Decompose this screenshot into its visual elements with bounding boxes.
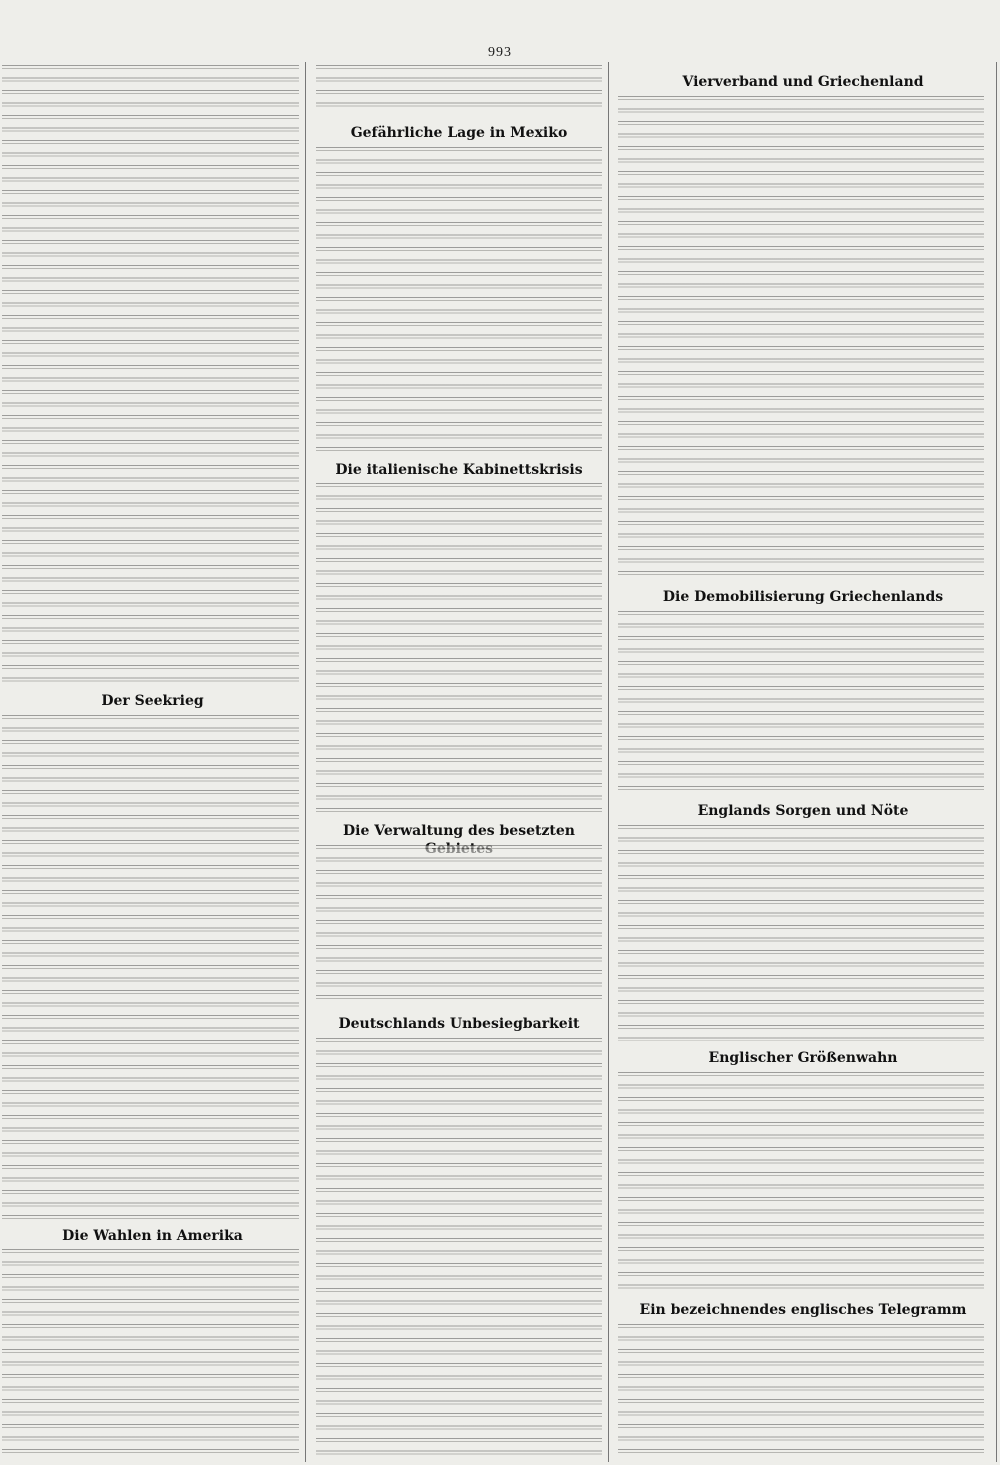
headline-englands-sorgen-und-noete: Englands Sorgen und Nöte bbox=[697, 803, 909, 819]
article-text-block bbox=[2, 1249, 299, 1459]
column-rule bbox=[305, 62, 306, 1462]
column-rule bbox=[996, 62, 997, 1462]
article-text-block bbox=[316, 65, 602, 115]
article-text-block bbox=[316, 845, 602, 1005]
article-text-block bbox=[2, 715, 299, 1223]
headline-der-seekrieg: Der Seekrieg bbox=[101, 693, 204, 709]
article-text-block bbox=[618, 1324, 984, 1460]
headline-gefaehrliche-lage-in-mexiko: Gefährliche Lage in Mexiko bbox=[350, 125, 568, 141]
article-text-block bbox=[316, 1038, 602, 1460]
page-number: 993 bbox=[488, 45, 512, 60]
headline-ein-bezeichnendes-englisches-telegramm: Ein bezeichnendes englisches Telegramm bbox=[639, 1302, 967, 1318]
headline-die-demobilisierung-griechenlands: Die Demobilisierung Griechenlands bbox=[662, 589, 944, 605]
article-text-block bbox=[618, 611, 984, 796]
column-middle bbox=[310, 65, 608, 1460]
headline-deutschlands-unbesiegbarkeit: Deutschlands Unbesiegbarkeit bbox=[338, 1016, 580, 1032]
article-text-block bbox=[316, 483, 602, 815]
headline-vierverband-und-griechenland: Vierverband und Griechenland bbox=[682, 74, 924, 90]
headline-die-verwaltung-des-besetzten-gebietes: Die Verwaltung des besetzten bbox=[343, 823, 575, 839]
article-text-block bbox=[2, 65, 299, 683]
article-text-block bbox=[618, 1072, 984, 1292]
article-text-block bbox=[618, 825, 984, 1041]
headline-die-italienische-kabinettskrisis: Die italienische Kabinettskrisis bbox=[335, 462, 583, 478]
headline-die-wahlen-in-amerika: Die Wahlen in Amerika bbox=[62, 1228, 243, 1244]
column-right bbox=[612, 65, 994, 1460]
headline-englischer-groessenwahn: Englischer Größenwahn bbox=[708, 1050, 898, 1066]
article-text-block bbox=[316, 147, 602, 454]
column-rule bbox=[608, 62, 609, 1462]
article-text-block bbox=[618, 96, 984, 582]
column-left bbox=[0, 65, 305, 1460]
